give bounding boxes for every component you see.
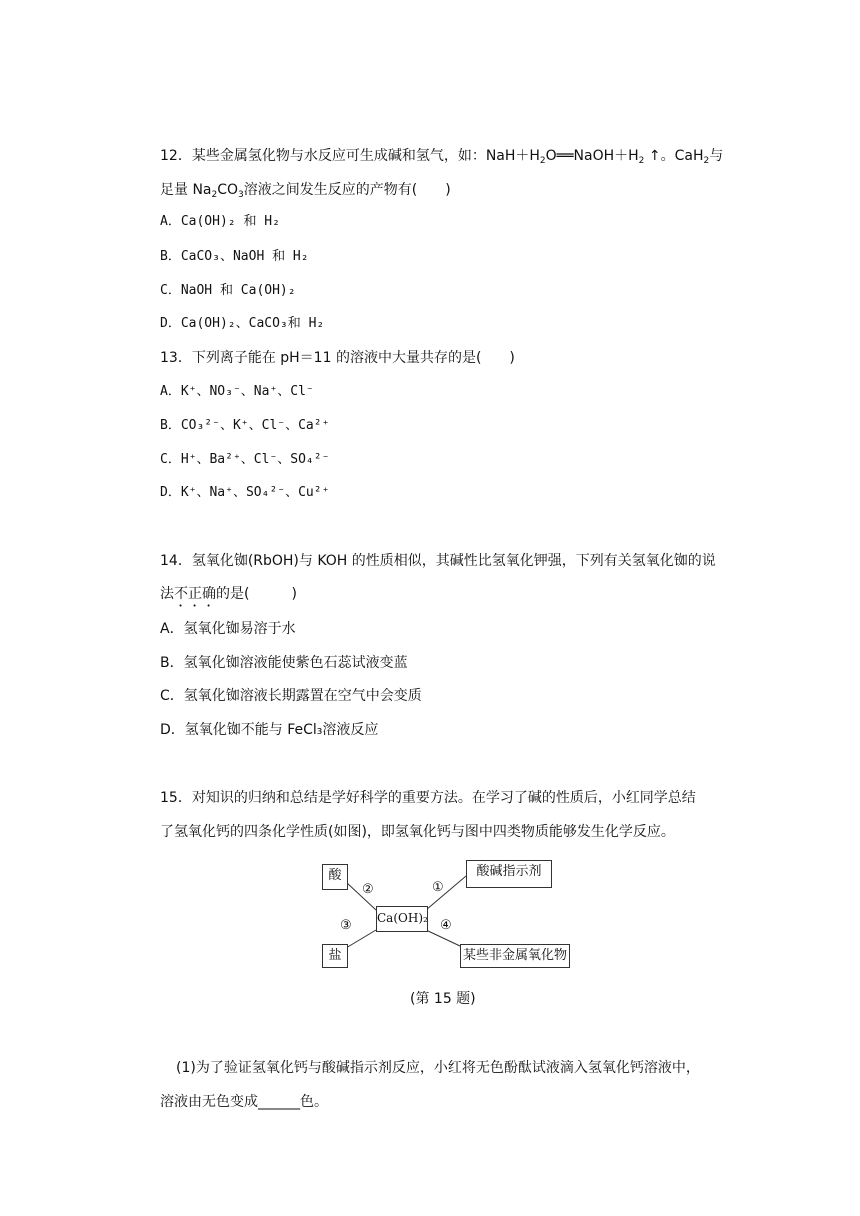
- q12-text-e: 足量 Na: [160, 182, 212, 198]
- q12-text-c: ↑。CaH: [644, 148, 704, 164]
- q15-sub1-line2: 溶液由无色变成______色。: [160, 1094, 328, 1110]
- q15-stem-line1: 15．对知识的归纳和总结是学好科学的重要方法。在学习了碱的性质后，小红同学总结: [160, 790, 696, 806]
- q15-stem-line2: 了氢氧化钙的四条化学性质(如图)，即氢氧化钙与图中四类物质能够发生化学反应。: [160, 824, 675, 840]
- q14-stem-line1: 14．氢氧化铷(RbOH)与 KOH 的性质相似，其碱性比氢氧化钾强，下列有关氢氧化铷的说: [160, 553, 716, 569]
- q14-option-d: D．氢氧化铷不能与 FeCl₃溶液反应: [160, 722, 379, 738]
- calcium-hydroxide-box: Ca(OH)₂: [376, 906, 428, 932]
- figure-caption: (第 15 题): [410, 991, 476, 1007]
- q12-text-d: 与: [709, 148, 724, 164]
- q14-option-a: A．氢氧化铷易溶于水: [160, 621, 296, 637]
- calcium-hydroxide-diagram: [318, 860, 578, 968]
- q12-stem-line2: 足量 $Na_2CO_3$溶液之间发生反应的产物有( ): [160, 182, 451, 200]
- q12-stem-line1: 12．某些金属氢化物与水反应可生成碱和氢气，如：$NaH+H_2O══NaOH+H_2$ ↑。CaH$_2$与: [160, 148, 724, 166]
- q13-option-c: C．H⁺、Ba²⁺、Cl⁻、SO₄²⁻: [160, 452, 330, 467]
- q12-text-a: 12．某些金属氢化物与水反应可生成碱和氢气，如：NaH＋H: [160, 148, 540, 164]
- q14-option-c: C．氢氧化铷溶液长期露置在空气中会变质: [160, 688, 422, 704]
- q12-option-a: A．Ca(OH)₂ 和 H₂: [160, 214, 280, 229]
- q12-option-b: B．CaCO₃、NaOH 和 H₂: [160, 249, 309, 264]
- label-3: ③: [340, 918, 352, 933]
- q13-option-b: B．CO₃²⁻、K⁺、Cl⁻、Ca²⁺: [160, 418, 330, 433]
- salt-box: 盐: [322, 944, 348, 968]
- acid-box: 酸: [322, 864, 348, 890]
- q12-option-d: D．Ca(OH)₂、CaCO₃和 H₂: [160, 316, 325, 331]
- q13-option-d: D．K⁺、Na⁺、SO₄²⁻、Cu²⁺: [160, 485, 330, 500]
- q14-emphasis-text: 不正确: [174, 586, 216, 602]
- q12-text-g: 溶液之间发生反应的产物有( ): [243, 182, 451, 198]
- label-2: ②: [362, 882, 374, 897]
- q14-stem-line2: [160, 584, 297, 610]
- label-4: ④: [440, 918, 452, 933]
- q14-option-b: B．氢氧化铷溶液能使紫色石蕊试液变蓝: [160, 655, 408, 671]
- q15-sub1-line1: (1)为了验证氢氧化钙与酸碱指示剂反应，小红将无色酚酞试液滴入氢氧化钙溶液中，: [176, 1060, 700, 1076]
- q14-text-a: 法: [160, 586, 174, 602]
- q13-option-a: A．K⁺、NO₃⁻、Na⁺、Cl⁻: [160, 384, 314, 399]
- label-1: ①: [432, 880, 444, 895]
- nonmetal-oxide-box: 某些非金属氧化物: [460, 944, 570, 968]
- indicator-box: 酸碱指示剂: [466, 860, 552, 888]
- q13-stem: 13．下列离子能在 pH＝11 的溶液中大量共存的是( ): [160, 350, 515, 366]
- q12-text-f: CO: [217, 182, 239, 198]
- q12-option-c: C．NaOH 和 Ca(OH)₂: [160, 283, 296, 298]
- q14-text-c: 的是( ): [216, 586, 297, 602]
- q12-text-b: O══NaOH＋H: [545, 148, 639, 164]
